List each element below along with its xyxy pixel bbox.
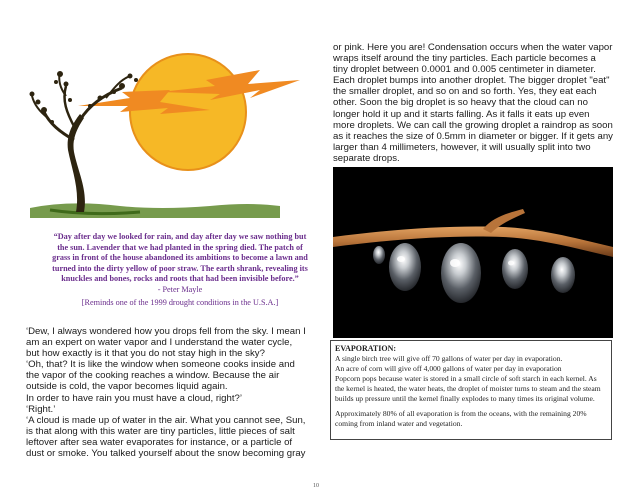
evaporation-facts-box bbox=[330, 340, 612, 440]
droplet-icon bbox=[551, 257, 575, 293]
quote-text: “Day after day we looked for rain, and day after day we saw nothing but the sun. Lavender that we had planted in the spring died. The patch of grass in front of the house abandoned its ambitions to become a lawn and turned into the dirty yellow of poor straw. The earth shrank, revealing its knuckles and bones, rocks and roots that had been invisible before.” bbox=[52, 232, 308, 284]
fact-line: Approximately 80% of all evaporation is from the oceans, with the remaining 20% coming from inland water and vegetation. bbox=[335, 409, 587, 429]
fact-line: Popcorn pops because water is stored in a small circle of soft starch in each kernel. As the kernel is heated, the water heats, the droplet of moister turns to steam and the steam builds up pressure until the kernel finally explodes to many times its original volume. bbox=[335, 373, 601, 403]
paragraph: or pink. Here you are! Condensation occurs when the water vapor wraps itself around the tiny particles. Each particle becomes a tiny droplet between 0.0001 and 0.005 centimeter in diameter. bbox=[333, 42, 613, 76]
paragraph: In order to have rain you must have a cloud, right?’ bbox=[26, 392, 242, 404]
paragraph: ‘A cloud is made up of water in the air. What you cannot see, Sun, is that along with this water are tiny particles, little pieces of salt leftover after sea water evaporates for instance, or a particle of dust or smoke. You talked yourself about the snow becoming gray bbox=[26, 414, 306, 460]
quote-note: [Reminds one of the 1999 drought conditions in the U.S.A.] bbox=[81, 297, 279, 307]
quote-attribution: - Peter Mayle bbox=[157, 284, 203, 294]
droplet-icon bbox=[441, 243, 481, 303]
right-column-text bbox=[333, 42, 613, 164]
drought-quote bbox=[52, 232, 308, 308]
paragraph: ‘Right.’ bbox=[26, 403, 56, 415]
fact-line: A single birch tree will give off 70 gallons of water per day in evaporation. bbox=[335, 353, 563, 363]
paragraph: ‘Dew, I always wondered how you drops fell from the sky. I mean I am an expert on water vapor and I understand the water cycle, but how exactly is it that you do not stay high in the sky? bbox=[26, 326, 306, 360]
sun-icon bbox=[130, 54, 246, 170]
fact-line: An acre of corn will give off 4,000 gallons of water per day in evaporation bbox=[335, 363, 562, 373]
droplet-icon bbox=[502, 249, 528, 289]
paragraph: Each droplet bumps into another droplet. The bigger droplet "eat" the smaller droplet, and so on and so forth. Yes, they eat each other. Soon the big droplet is so heavy that the cloud can no longer hold it up and it starts falling. As it falls it eats up even more droplets. We can call the growing droplet a raindrop as soon as it reaches the size of 0.5mm in diameter or bigger. If it gets any larger than 4 millimeters, however, it will usually split into two separate drops. bbox=[333, 75, 613, 164]
page-number: 10 bbox=[313, 483, 319, 489]
water-droplets-photo bbox=[333, 167, 613, 338]
paragraph: ‘Oh, that? It is like the window when someone cooks inside and the vapor of the cooking reaches a window. Because the air outside is cold, the vapor becomes liquid again. bbox=[26, 359, 295, 393]
left-column-text bbox=[26, 326, 308, 459]
box-title: EVAPORATION: bbox=[335, 344, 397, 353]
droplet-icon bbox=[389, 243, 421, 291]
sun-and-tree-illustration bbox=[10, 40, 310, 230]
